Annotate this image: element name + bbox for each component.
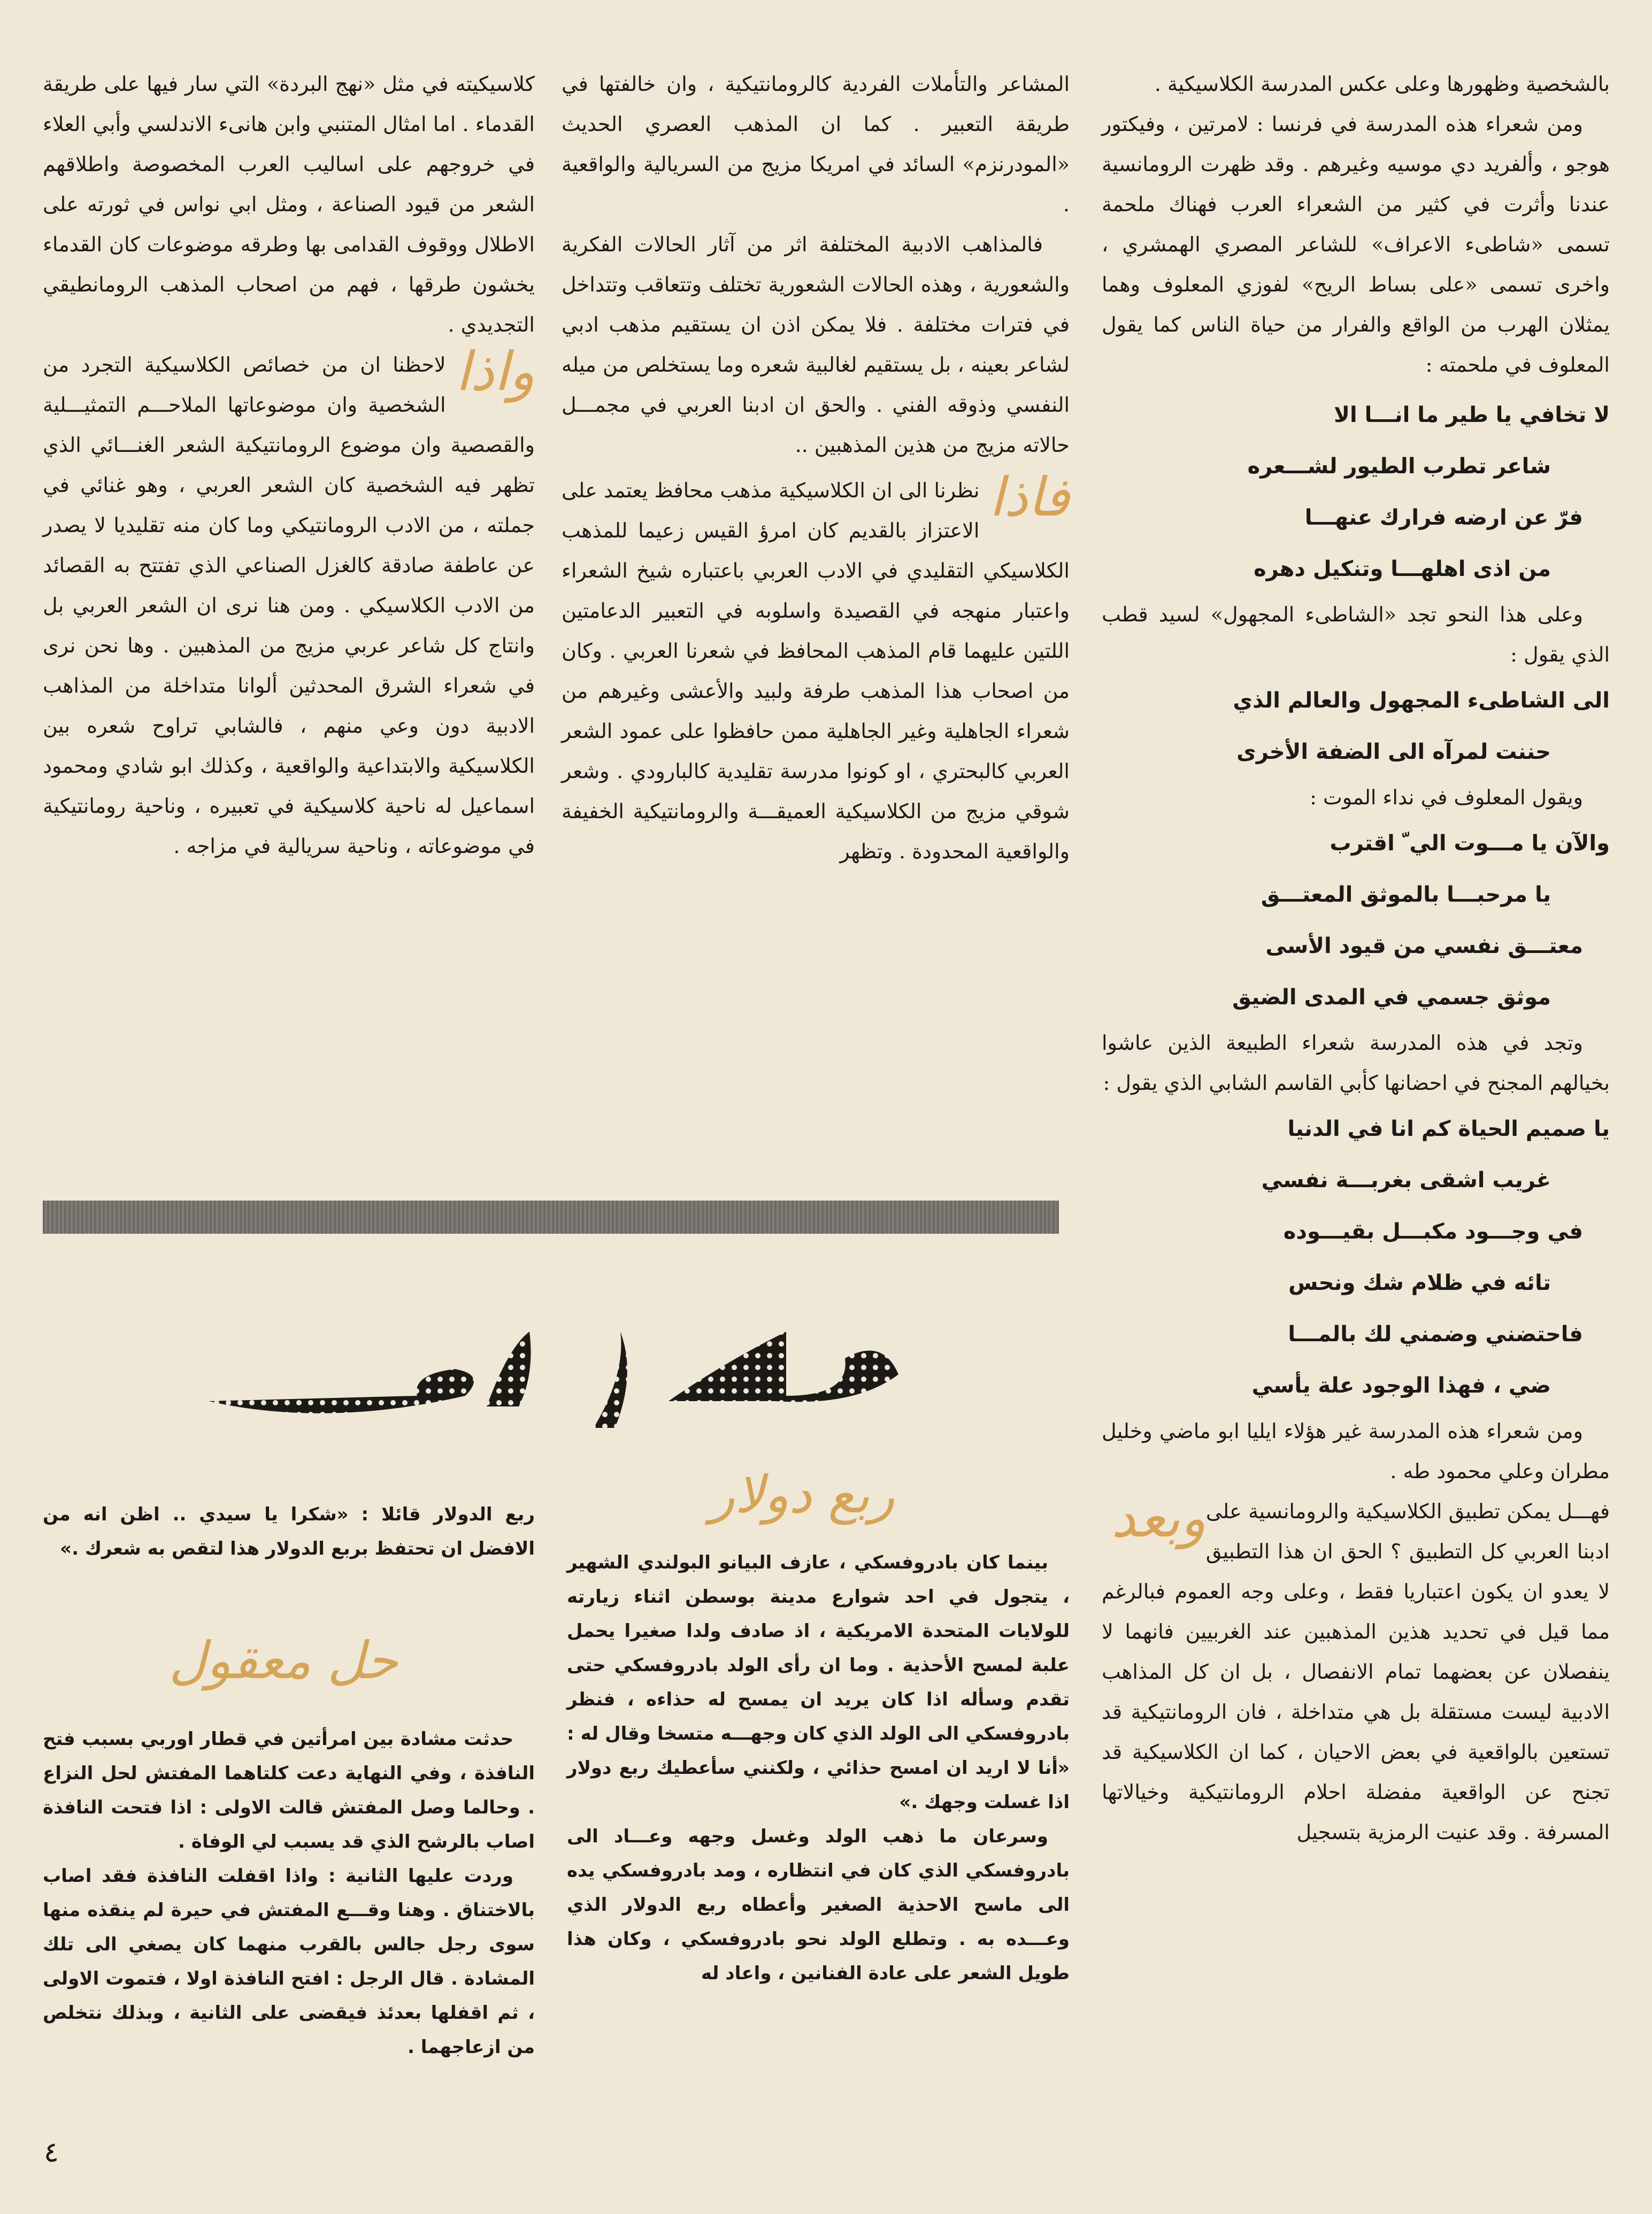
story-body <box>43 1722 535 2064</box>
verse-line: ضي ، فهذا الوجود علة يأسي <box>1251 1373 1551 1398</box>
verse-line: يا مرحبـــا بالموثق المعتـــق <box>1261 882 1551 907</box>
verse-line: في وجـــود مكبـــل بقيـــوده <box>1283 1219 1583 1244</box>
poem-verse <box>1102 1103 1610 1411</box>
verse-line: والآن يا مـــوت الي ّ اقترب <box>1330 831 1610 856</box>
paragraph: وتجد في هذه المدرسة شعراء الطبيعة الذين عاشوا بخيالهم المجنح في احضانها كأبي القاسم الشابي الذي يقول : <box>1102 1031 1610 1095</box>
paragraph: وسرعان ما ذهب الولد وغسل وجهه وعـــاد الى بادروفسكي الذي كان في انتظاره ، ومد بادروفسكي يده الى ماسح الاحذية الصغير وأعطاه ربع الدولار الذي وعـــده به . وتطلع الولد نحو بادروفسكي ، وكان هذا طويل الشعر على عادة الفنانين ، واعاد له <box>567 1826 1070 1984</box>
verse-line: موثق جسمي في المدى الضيق <box>1232 985 1551 1010</box>
poem-verse <box>1102 818 1610 1023</box>
verse-line: يا صميم الحياة كم انا في الدنيا <box>1287 1117 1610 1141</box>
verse-line: شاعر تطرب الطيور لشـــعره <box>1247 454 1551 479</box>
verse-line: حننت لمرآه الى الضفة الأخرى <box>1236 740 1551 764</box>
paragraph: نظرنا الى ان الكلاسيكية مذهب محافظ يعتمد على الاعتزاز بالقديم كان امرؤ القيس زعيما للمذهب الكلاسيكي التقليدي في الادب العربي باعتباره شيخ الشعراء واعتبار منهجه في القصيدة واسلوبه في التعبير الدعامتين اللتين عليهما قام المذهب المحافظ في شعرنا العربي . وكان من اصحاب هذا المذهب طرفة ولبيد والأعشى وغيرهم من شعراء الجاهلية وغير الجاهلية ممن حافظوا على عمود الشعر العربي كالبحتري ، او كونوا مدرسة تقليدية كالبارودي . وشعر شوقي مزيج من الكلاسيكية العميقـــة والرومانتيكية الخفيفة والواقعية المحدودة . وتظهر <box>562 479 1070 863</box>
decorative-title-graphic <box>187 1267 936 1449</box>
paragraph-with-keyword <box>562 466 1070 872</box>
column-left <box>43 64 535 866</box>
paragraph: المشاعر والتأملات الفردية كالرومانتيكية ، وان خالفتها في طريقة التعبير . كما ان المذهب العصري الحديث «المودرنزم» السائد في امريكا مزيج من السريالية والواقعية . <box>562 72 1070 216</box>
section-keyword: فاذا <box>989 466 1070 528</box>
section-banner <box>43 1201 1059 1234</box>
paragraph: ومن شعراء هذه المدرسة غير هؤلاء ايليا ابو ماضي وخليل مطران وعلي محمود طه . <box>1102 1419 1610 1483</box>
paragraph: بالشخصية وظهورها وعلى عكس المدرسة الكلاسيكية . <box>1154 72 1610 96</box>
story-title: ربع دولار <box>710 1465 895 1525</box>
paragraph: وعلى هذا النحو تجد «الشاطىء المجهول» لسيد قطب الذي يقول : <box>1102 603 1610 666</box>
verse-line: فرّ عن ارضه فرارك عنهـــا <box>1304 505 1583 530</box>
verse-line: لا تخافي يا طير ما انـــا الا <box>1334 403 1610 427</box>
verse-line: معتـــق نفسي من قيود الأسى <box>1265 934 1583 958</box>
paragraph: فهـــل يمكن تطبيق الكلاسيكية والرومانسية على ادبنا العربي كل التطبيق ؟ الحق ان هذا التطبيق لا يعدو ان يكون اعتباريا فقط ، وعلى وجه العموم فبالرغم مما قيل في تحديد هذين المذهبين عند الغربيين فانهما لا ينفصلان عن بعضهما تمام الانفصال ، بل ان كل المذاهب الادبية ليست مستقلة بل هي متداخلة ، فان الرومانتيكية قد تستعين بالواقعية في بعض الاحيان ، كما ان الكلاسيكية قد تجنح عن الواقعية مفضلة احلام الرومانتيكية وخيالاتها المسرفة . وقد عنيت الرمزية بتسجيل <box>1102 1500 1610 1844</box>
paragraph-with-keyword <box>1102 1487 1610 1852</box>
poem-verse <box>1102 675 1610 778</box>
paragraph: ومن شعراء هذه المدرسة في فرنسا : لامرتين ، وفيكتور هوجو ، وألفريد دي موسيه وغيرهم . وقد ظهرت الرومانسية عندنا وأثرت في كثير من الشعراء العرب فهناك ملحمة تسمى «شاطىء الاعراف» للشاعر المصري الهمشري ، واخرى تسمى «على بساط الريح» لفوزي المعلوف وهما يمثلان الهرب من الواقع والفرار من حياة الناس كما يقول المعلوف في ملحمته : <box>1102 112 1610 376</box>
verse-line: فاحتضني وضمني لك بالمـــا <box>1288 1322 1583 1347</box>
poem-verse <box>1102 389 1610 595</box>
section-title <box>481 1294 482 1295</box>
paragraph: كلاسيكيته في مثل «نهج البردة» التي سار فيها على طريقة القدماء . اما امثال المتنبي وابن هانىء الاندلسي وأبي العلاء في خروجهم على اساليب العرب المخصوصة واطلاقهم الشعر من قيود الصناعة ، ومثل ابي نواس في ثورته على الاطلال ووقوف القدامى بها وطرقه موضوعات كان القدماء يخشون طرقها ، فهم من اصحاب المذهب الرومانطيقي التجديدي . <box>43 72 535 336</box>
verse-line: تائه في ظلام شك ونحس <box>1288 1271 1551 1295</box>
column-right <box>1102 64 1610 1852</box>
paragraph: فالمذاهب الادبية المختلفة اثر من آثار الحالات الفكرية والشعورية ، وهذه الحالات الشعورية تختلف وتتعاقب وتتداخل في فترات مختلفة . فلا يمكن اذن ان يستقيم مذهب ادبي لشاعر بعينه ، بل يستقيم لغالبية شعره وما يستخلص من ميله النفسي وذوقه الفني . والحق ان ادبنا العربي في مجمـــل حالاته مزيج من هذين المذهبين .. <box>562 233 1070 457</box>
story-continuation <box>43 1497 535 1566</box>
paragraph: بينما كان بادروفسكي ، عازف البيانو البولندي الشهير ، يتجول في احد شوارع مدينة بوسطن اثناء زيارته للولايات المتحدة الامريكية ، اذ صادف ولدا صغيرا يحمل علبة لمسح الأحذية . وما ان رأى الولد بادروفسكي حتى تقدم وسأله اذا كان يريد ان يمسح له حذاءه ، فنظر بادروفسكي الى الولد الذي كان وجهـــه متسخا وقال له : «أنا لا اريد ان امسح حذائي ، ولكنني سأعطيك ربع دولار اذا غسلت وجهك .» <box>567 1552 1070 1813</box>
section-keyword: واذا <box>455 340 535 403</box>
paragraph: وردت عليها الثانية : واذا اقفلت النافذة فقد اصاب بالاختناق . وهنا وقـــع المفتش في حيرة لم ينقذه منها سوى رجل جالس بالقرب منهما كان يصغي الى تلك المشادة . قال الرجل : افتح النافذة اولا ، فتموت الاولى ، ثم اقفلها بعدئذ فيقضى على الثانية ، وبذلك نتخلص من ازعاجهما . <box>43 1865 535 2058</box>
verse-line: من اذى اهلهـــا وتنكيل دهره <box>1254 557 1551 581</box>
paragraph: لاحظنا ان من خصائص الكلاسيكية التجرد من الشخصية وان موضوعاتها الملاحـــم التمثيـــلية والقصصية وان موضوع الرومانتيكية الشعر الغنـــائي الذي تظهر فيه الشخصية كان الشعر العربي ، وهو غنائي في جملته ، من الادب الرومانتيكي وما كان منه تقليديا لا يصدر عن عاطفة صادقة كالغزل الصناعي الذي تفتتح به القصائد من الادب الكلاسيكي . ومن هنا نرى ان الشعر العربي بل وانتاج كل شاعر عربي مزيج من المذهبين . وها نحن نرى في شعراء الشرق المحدثين ألوانا متداخلة من المذاهب الادبية دون وعي منهم ، فالشابي تراوح شعره بين الكلاسيكية والابتداعية والواقعية ، وكذلك ابو شادي ومحمود اسماعيل له ناحية كلاسيكية في تعبيره ، وناحية رومانتيكية في موضوعاته ، وناحية سريالية في مزاجه . <box>43 353 535 858</box>
paragraph: ربع الدولار قائلا : «شكرا يا سيدي .. اظن انه من الافضل ان تحتفظ بربع الدولار هذا لتقص به شعرك .» <box>43 1504 535 1559</box>
verse-line: الى الشاطىء المجهول والعالم الذي <box>1233 688 1610 713</box>
paragraph: ويقول المعلوف في نداء الموت : <box>1310 786 1583 809</box>
story-body <box>567 1546 1070 1990</box>
section-keyword: وبعد <box>1111 1487 1206 1549</box>
column-middle <box>562 64 1070 872</box>
paragraph-with-keyword <box>43 340 535 866</box>
verse-line: غريب اشقى بغربـــة نفسي <box>1261 1168 1551 1193</box>
story-title: حل معقول <box>168 1631 398 1690</box>
page-number: ٤ <box>44 2136 59 2169</box>
paragraph: حدثت مشادة بين امرأتين في قطار اوربي بسبب فتح النافذة ، وفي النهاية دعت كلتاهما المفتش لحل النزاع . وحالما وصل المفتش قالت الاولى : اذا فتحت النافذة اصاب بالرشح الذي قد يسبب لي الوفاة . <box>43 1728 535 1852</box>
